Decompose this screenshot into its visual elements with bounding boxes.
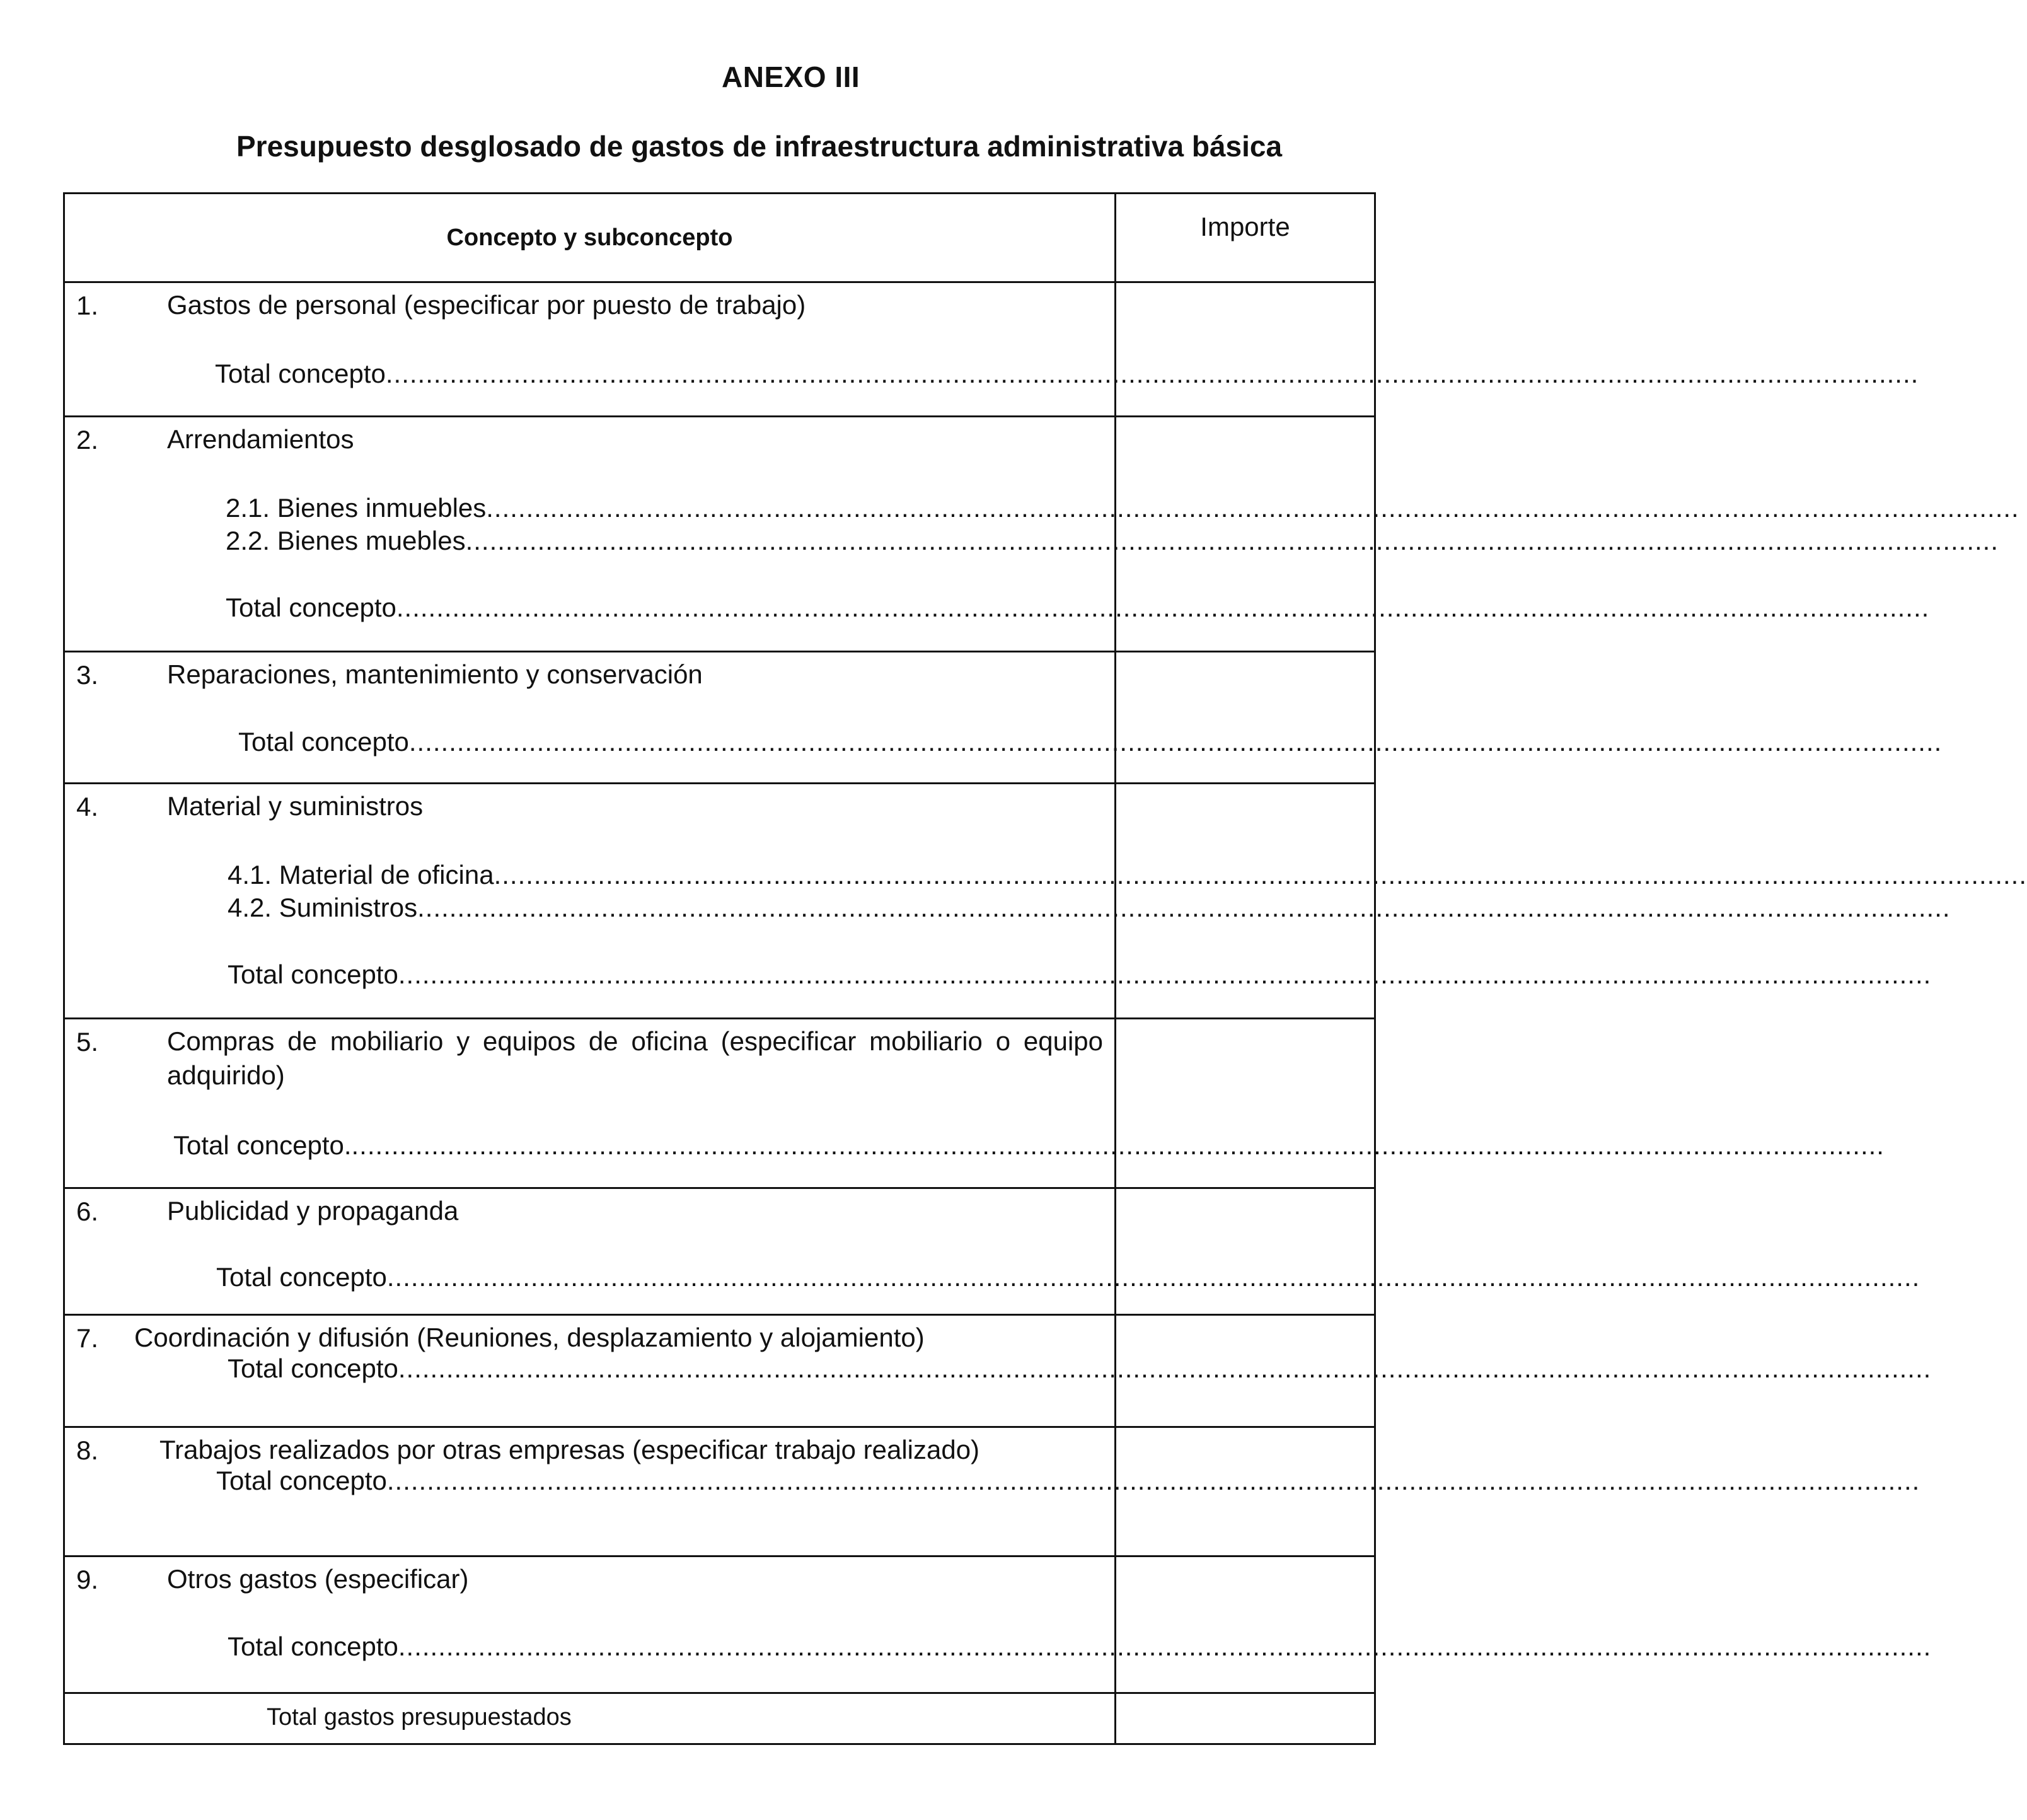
total-label: Total concepto [215, 359, 386, 388]
amount-cell-1[interactable] [1116, 282, 1375, 417]
row-number: 8. [76, 1435, 99, 1465]
annex-title: ANEXO III [722, 61, 860, 93]
dot-leader: ................................................................................................................................................................................................ [386, 1262, 1920, 1292]
table-header-row [64, 194, 1375, 282]
dot-leader: ................................................................................................................................................................................................ [398, 1632, 1932, 1661]
concept-cell-8 [64, 1427, 1920, 1556]
dot-leader: ................................................................................................................................................................................................ [396, 593, 1930, 622]
row-title: Gastos de personal (especificar por puesto de trabajo) [167, 290, 806, 320]
row-title: Compras de mobiliario y equipos de oficina (especificar mobiliario o equipo adquirido) [167, 1026, 1103, 1090]
total-line [173, 1130, 1885, 1161]
row-title: Arrendamientos [167, 424, 354, 454]
table-row [64, 282, 1375, 417]
amount-cell-3[interactable] [1116, 652, 1375, 784]
total-line [216, 1262, 1920, 1292]
subitem-line [226, 526, 1999, 556]
concept-cell-3 [64, 652, 1943, 784]
amount-cell-9[interactable] [1116, 1556, 1375, 1693]
table-row [64, 1427, 1375, 1556]
concept-cell-5 [64, 1019, 1885, 1188]
table-row [64, 652, 1375, 784]
concept-cell-6 [64, 1188, 1920, 1315]
dot-leader: ................................................................................................................................................................................................ [386, 1466, 1920, 1495]
row-number: 1. [76, 291, 99, 320]
total-line [228, 1632, 1932, 1662]
row-number: 2. [76, 425, 99, 455]
grand-total-row [64, 1693, 1375, 1744]
dot-leader: ................................................................................................................................................................................................ [385, 359, 1919, 388]
total-label: Total concepto [228, 1632, 398, 1661]
subitem-label: 2.2. Bienes muebles [226, 526, 466, 555]
total-label: Total concepto [216, 1466, 387, 1495]
total-label: Total concepto [228, 959, 398, 989]
row-number: 7. [76, 1323, 99, 1353]
dot-leader: ................................................................................................................................................................................................ [486, 493, 2019, 523]
table-row [64, 1188, 1375, 1315]
subitem-label: 4.2. Suministros [228, 893, 418, 922]
header-amount: Importe [1116, 194, 1375, 282]
row-title: Material y suministros [167, 791, 424, 821]
total-line [226, 593, 1930, 623]
dot-leader: ................................................................................................................................................................................................ [398, 1353, 1932, 1383]
total-line [228, 1353, 1932, 1384]
row-title: Coordinación y difusión (Reuniones, desplazamiento y alojamiento) [134, 1323, 925, 1352]
concept-cell-1 [64, 282, 1919, 417]
total-label: Total concepto [216, 1262, 387, 1292]
dot-leader: ................................................................................................................................................................................................ [465, 526, 1999, 555]
subitem-label: 4.1. Material de oficina [228, 860, 494, 890]
total-label: Total concepto [238, 727, 409, 756]
row-number: 3. [76, 660, 99, 690]
total-label: Total concepto [228, 1353, 398, 1383]
subitem-line [228, 860, 2027, 890]
subitem-line [228, 893, 1951, 923]
total-line [216, 1466, 1920, 1496]
total-line [228, 959, 1932, 990]
row-number: 9. [76, 1565, 99, 1594]
dot-leader: ................................................................................................................................................................................................ [408, 727, 1943, 756]
dot-leader: ................................................................................................................................................................................................ [398, 959, 1932, 989]
row-title: Otros gastos (especificar) [167, 1564, 469, 1594]
grand-total-label-cell [64, 1693, 1116, 1744]
total-label: Total concepto. [173, 1130, 352, 1160]
dot-leader: ................................................................................................................................................................................................ [494, 860, 2027, 890]
total-line [238, 727, 1943, 757]
budget-table [63, 192, 2027, 1745]
table-row [64, 1315, 1375, 1427]
concept-cell-9 [64, 1556, 1932, 1693]
document-title: Presupuesto desglosado de gastos de infraestructura administrativa básica [236, 130, 1283, 163]
amount-cell-6[interactable] [1116, 1188, 1375, 1315]
row-title: Reparaciones, mantenimiento y conservación [167, 659, 703, 689]
dot-leader: ................................................................................................................................................................................................ [417, 893, 1951, 922]
grand-total-label: Total gastos presupuestados [267, 1704, 572, 1730]
table-row [64, 417, 1375, 652]
row-number: 4. [76, 792, 99, 821]
table-row [64, 1556, 1375, 1693]
concept-cell-4 [64, 784, 2027, 1019]
row-title: Publicidad y propaganda [167, 1196, 459, 1226]
subitem-label: 2.1. Bienes inmuebles [226, 493, 487, 523]
amount-cell-5[interactable] [1116, 1019, 1375, 1188]
grand-total-amount-cell[interactable] [1116, 1693, 1375, 1744]
table-row [64, 784, 1375, 1019]
total-line [215, 359, 1919, 389]
concept-cell-2 [64, 417, 2019, 652]
header-concept: Concepto y subconcepto [64, 194, 1116, 282]
row-title: Trabajos realizados por otras empresas (especificar trabajo realizado) [159, 1435, 980, 1464]
row-number: 5. [76, 1027, 99, 1057]
subitem-line [226, 493, 2019, 523]
dot-leader: ................................................................................................................................................................................................ [351, 1130, 1885, 1160]
row-number: 6. [76, 1197, 99, 1226]
table-row [64, 1019, 1375, 1188]
total-label: Total concepto [226, 593, 396, 622]
concept-cell-7 [64, 1315, 1932, 1427]
